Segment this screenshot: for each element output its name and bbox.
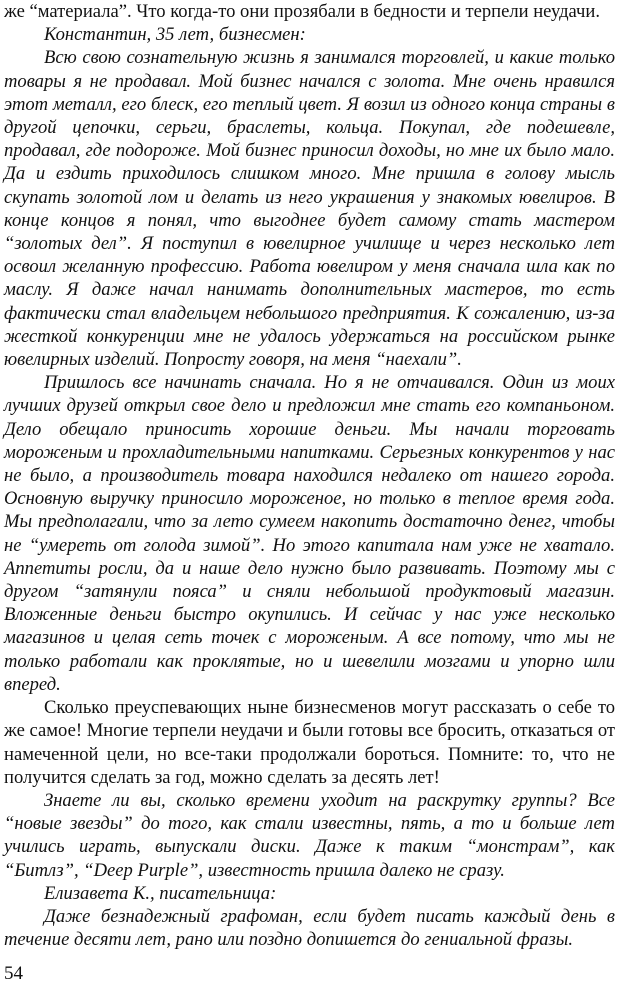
quote-music-groups: Знаете ли вы, сколько времени уходит на раскрутку группы? Все “новые звезды” до того, как стали известны, пять, а то и больше лет учились играть, выпускали диски. Даже к таким “монстрам”, как “Битлз”, “Deep Purple”, известность пришла далеко не сразу.: [4, 789, 615, 881]
speaker-konstantin: Константин, 35 лет, бизнесмен:: [44, 24, 306, 46]
paragraph-main: Сколько преуспевающих ныне бизнесменов могут рассказать о себе то же самое! Многие терпели неудачи и были готовы все бросить, отказаться от намеченной цели, но все-таки продолжали бороться. Помните: то, что не получится сделать за год, можно сделать за десять лет!: [4, 697, 615, 788]
paragraph-continuation: же “материала”. Что когда-то они прозябали в бедности и терпели неудачи.: [4, 1, 600, 22]
speaker-elizaveta: Елизавета К., писательница:: [44, 882, 277, 904]
page-number: 54: [4, 963, 23, 984]
quote-elizaveta: Даже безнадежный графоман, если будет писать каждый день в течение десяти лет, рано или поздно допишется до гениальной фразы.: [4, 905, 615, 951]
quote-konstantin-1: Всю свою сознательную жизнь я занимался торговлей, и какие только товары я не продавал. Мой бизнес начался с золота. Мне очень нравился этот металл, его блеск, его теплый цвет. Я возил из одного конца страны в другой цепочки, серьги, браслеты, кольца. Покупал, где подешевле, продавал, где подороже. Мой бизнес приносил доходы, но мне их было мало. Да и ездить приходилось слишком много. Мне пришла в голову мысль скупать золотой лом и делать из него украшения у знакомых ювелиров. В конце концов я понял, что выгоднее будет самому стать мастером “золотых дел”. Я поступил в ювелирное училище и через несколько лет освоил желанную профессию. Работа ювелиром у меня сначала шла как по маслу. Я даже начал нанимать дополнительных мастеров, то есть фактически стал владельцем небольшого предприятия. К сожалению, из-за жесткой конкуренции мне не удалось удержаться на российском рынке ювелирных изделий. Попросту говоря, на меня “наехали”.: [4, 47, 615, 371]
quote-konstantin-2: Пришлось все начинать сначала. Но я не отчаивался. Один из моих лучших друзей открыл свое дело и предложил мне стать его компаньоном. Дело обещало приносить хорошие деньги. Мы начали торговать мороженым и прохладительными напитками. Серьезных конкурентов у нас не было, а производитель товара находился недалеко от нашего города. Основную выручку приносило мороженое, но только в теплое время года. Мы предполагали, что за лето сумеем накопить достаточно денег, чтобы не “умереть от голода зимой”. Но этого капитала нам уже не хватало. Аппетиты росли, да и наше дело нужно было развивать. Поэтому мы с другом “затянули пояса” и сняли небольшой продуктовый магазин. Вложенные деньги быстро окупились. И сейчас у нас уже несколько магазинов и целая сеть точек с мороженым. А все потому, что мы не только работали как проклятые, но и шевелили мозгами и упорно шли вперед.: [4, 372, 615, 695]
page-body: [4, 0, 615, 951]
